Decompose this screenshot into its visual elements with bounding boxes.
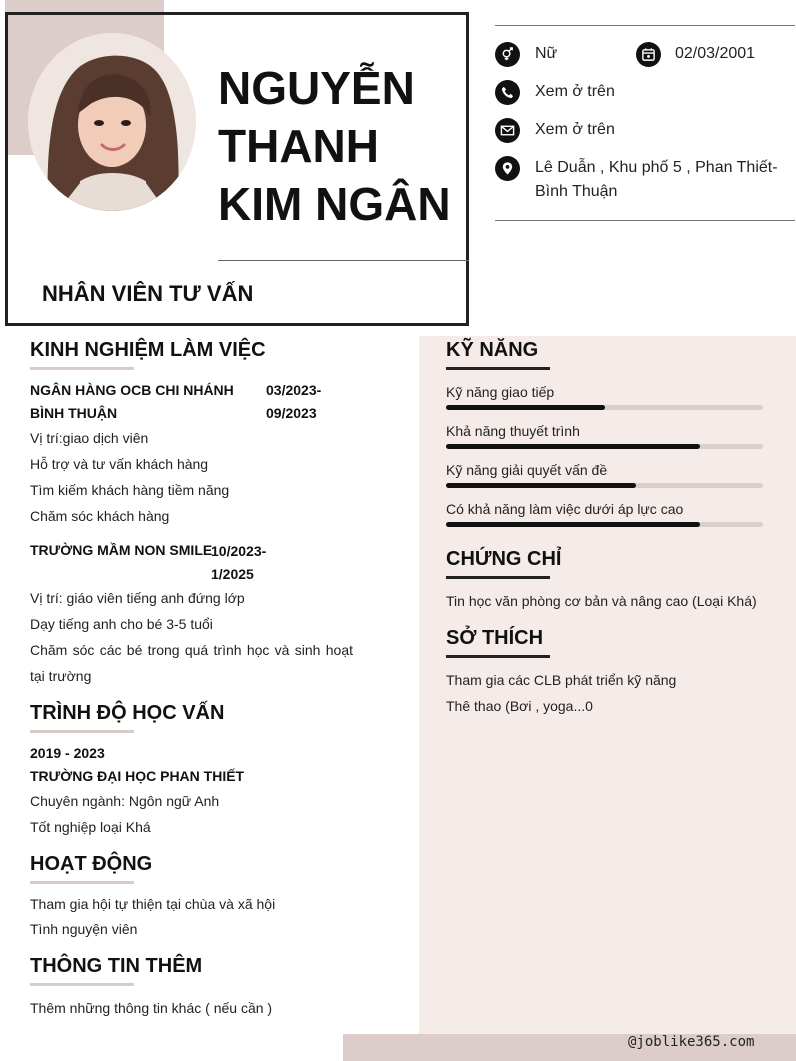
footer-url: @joblike365.com [628,1034,755,1050]
job-2-detail: Dạy tiếng anh cho bé 3-5 tuổi [30,616,213,632]
activity-item: Tình nguyện viên [30,921,138,937]
skill-name: Kỹ năng giao tiếp [446,384,555,400]
name-line-1: NGUYỄN [218,62,415,114]
job-1-company [30,379,234,425]
education-title: TRÌNH ĐỘ HỌC VẤN [30,702,225,724]
education-detail: Chuyên ngành: Ngôn ngữ Anh [30,793,220,809]
education-school: TRƯỜNG ĐẠI HỌC PHAN THIẾT [30,768,245,784]
full-name [218,59,468,233]
skills-title: KỸ NĂNG [446,339,539,361]
skill-name: Có khả năng làm việc dưới áp lực cao [446,501,684,517]
job-2-detail: tại trường [30,668,92,684]
education-years: 2019 - 2023 [30,745,105,761]
job-1-detail: Chăm sóc khách hàng [30,508,170,524]
address-line-1: Lê Duẫn , Khu phố 5 , Phan Thiết- [535,159,778,176]
name-line-3: KIM NGÂN [218,178,451,230]
address-line-2: Bình Thuận [535,183,618,200]
contact-divider-top [495,25,795,26]
job-1-dates [266,379,321,425]
contact-divider-bottom [495,220,795,221]
hobby-item: Tham gia các CLB phát triển kỹ năng [446,672,677,688]
profile-photo [28,33,196,211]
skill-bar-track [446,483,763,488]
address-value [535,156,778,204]
skill-bar-track [446,444,763,449]
experience-title: KINH NGHIỆM LÀM VIỆC [30,339,266,361]
job-2-date-start: 10/2023- [211,543,267,559]
job-1-date-end: 09/2023 [266,405,317,421]
job-1-company-line-1: NGÂN HÀNG OCB CHI NHÁNH [30,382,234,398]
activities-title: HOẠT ĐỘNG [30,853,153,875]
job-1-company-line-2: BÌNH THUẬN [30,405,118,421]
additional-text: Thêm những thông tin khác ( nếu cần ) [30,1000,273,1016]
certificates-underline [446,576,550,579]
skill-bar-fill [446,444,700,449]
job-2-detail: Chăm sóc các bé trong quá trình học và sinh hoạt [30,642,353,658]
additional-underline [30,983,134,986]
experience-underline [30,367,134,370]
location-icon [495,156,520,181]
job-2-company: TRƯỜNG MẦM NON SMILE [30,542,213,558]
phone-value: Xem ở trên [535,83,615,100]
name-divider [218,260,469,261]
email-value: Xem ở trên [535,121,615,138]
certificate-item: Tin học văn phòng cơ bản và nâng cao (Loại Khá) [446,593,757,609]
job-2-detail: Vị trí: giáo viên tiếng anh đứng lớp [30,590,245,606]
skill-name: Kỹ năng giải quyết vấn đề [446,462,608,478]
skill-bar-track [446,522,763,527]
skill-name: Khả năng thuyết trình [446,423,580,439]
hobbies-underline [446,655,550,658]
profile-header [5,12,469,326]
hobby-item: Thê thao (Bơi , yoga...0 [446,698,593,714]
calendar-icon [636,42,661,67]
job-2-date-end: 1/2025 [211,566,254,582]
skill-bar-fill [446,522,700,527]
gender-icon [495,42,520,67]
additional-title: THÔNG TIN THÊM [30,955,203,977]
name-line-2: THANH [218,120,379,172]
education-underline [30,730,134,733]
birthday-value: 02/03/2001 [675,45,756,62]
job-1-detail: Vị trí:giao dịch viên [30,430,149,446]
phone-icon [495,80,520,105]
job-1-detail: Hỗ trợ và tư vấn khách hàng [30,456,209,472]
skill-bar-fill [446,405,605,410]
education-detail: Tốt nghiệp loại Khá [30,819,151,835]
job-1-date-start: 03/2023- [266,382,322,398]
job-1-detail: Tìm kiếm khách hàng tiềm năng [30,482,230,498]
email-icon [495,118,520,143]
job-title: NHÂN VIÊN TƯ VẤN [42,281,254,306]
gender-value: Nữ [535,45,558,62]
skill-bar-track [446,405,763,410]
skill-bar-fill [446,483,636,488]
job-2-dates [211,540,266,586]
activity-item: Tham gia hội tự thiện tại chùa và xã hội [30,896,276,912]
activities-underline [30,881,134,884]
hobbies-title: SỞ THÍCH [446,627,544,649]
skills-underline [446,367,550,370]
certificates-title: CHỨNG CHỈ [446,548,562,570]
